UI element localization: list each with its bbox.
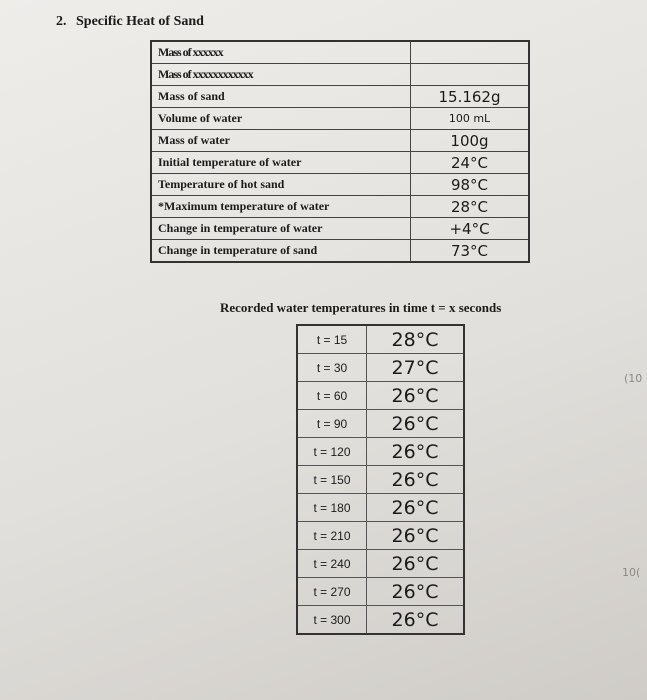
row-label-crossed-2: Mass of xxxxxxxxxxxx xyxy=(151,64,411,86)
value-initial-temp: 24°C xyxy=(411,152,530,174)
recorded-temperature: 26°C xyxy=(367,578,465,606)
row-value-2 xyxy=(411,64,530,86)
time-label: t = 60 xyxy=(297,382,367,410)
table-row xyxy=(297,354,464,382)
row-label-volume-of-water: Volume of water xyxy=(151,108,411,130)
table-row xyxy=(151,108,529,130)
table-row xyxy=(151,41,529,64)
time-label: t = 240 xyxy=(297,550,367,578)
time-label: t = 30 xyxy=(297,354,367,382)
table-row xyxy=(297,522,464,550)
section-number: 2. xyxy=(56,14,67,29)
temperature-table-caption: Recorded water temperatures in time t = x seconds xyxy=(220,300,502,315)
time-label: t = 300 xyxy=(297,606,367,635)
table-row xyxy=(297,438,464,466)
table-row xyxy=(151,174,529,196)
recorded-temperature: 26°C xyxy=(367,550,465,578)
row-label-change-water-temp: Change in temperature of water xyxy=(151,218,411,240)
table-row xyxy=(297,578,464,606)
table-row xyxy=(297,382,464,410)
row-label-mass-of-sand: Mass of sand xyxy=(151,86,411,108)
value-mass-of-water: 100g xyxy=(411,130,530,152)
table-row xyxy=(151,86,529,108)
margin-note-1: (10 xyxy=(624,372,643,385)
row-label-hot-sand-temp: Temperature of hot sand xyxy=(151,174,411,196)
value-change-water-temp: +4°C xyxy=(411,218,530,240)
time-label: t = 180 xyxy=(297,494,367,522)
recorded-temperature: 26°C xyxy=(367,494,465,522)
table-row xyxy=(151,130,529,152)
section-heading xyxy=(56,14,204,30)
recorded-temperature: 26°C xyxy=(367,410,465,438)
table-row xyxy=(297,494,464,522)
value-hot-sand-temp: 98°C xyxy=(411,174,530,196)
recorded-temperature: 26°C xyxy=(367,466,465,494)
table-row xyxy=(297,325,464,354)
row-label-initial-temp: Initial temperature of water xyxy=(151,152,411,174)
table-row xyxy=(151,240,529,263)
table-row xyxy=(151,152,529,174)
table-row xyxy=(297,606,464,635)
time-label: t = 270 xyxy=(297,578,367,606)
section-title: Specific Heat of Sand xyxy=(76,14,204,29)
row-label-change-sand-temp: Change in temperature of sand xyxy=(151,240,411,263)
row-label-max-water-temp: *Maximum temperature of water xyxy=(151,196,411,218)
value-mass-of-sand: 15.162g xyxy=(411,86,530,108)
recorded-temperature: 26°C xyxy=(367,522,465,550)
recorded-temperature: 26°C xyxy=(367,382,465,410)
recorded-temperature: 27°C xyxy=(367,354,465,382)
value-change-sand-temp: 73°C xyxy=(411,240,530,263)
table-row xyxy=(297,550,464,578)
value-max-water-temp: 28°C xyxy=(411,196,530,218)
table-row xyxy=(297,410,464,438)
recorded-temperature: 26°C xyxy=(367,438,465,466)
temperature-time-table xyxy=(296,324,465,635)
row-label-crossed-1: Mass of xxxxxx xyxy=(151,41,411,64)
temperature-rows xyxy=(297,325,464,634)
recorded-temperature: 26°C xyxy=(367,606,465,635)
measurements-table xyxy=(150,40,530,263)
recorded-temperature: 28°C xyxy=(367,325,465,354)
table-row xyxy=(151,196,529,218)
row-value-1 xyxy=(411,41,530,64)
time-label: t = 90 xyxy=(297,410,367,438)
time-label: t = 210 xyxy=(297,522,367,550)
margin-note-2: 10( xyxy=(622,566,641,579)
value-volume-of-water: 100 mL xyxy=(411,108,530,130)
time-label: t = 15 xyxy=(297,325,367,354)
time-label: t = 120 xyxy=(297,438,367,466)
table-row xyxy=(151,218,529,240)
row-label-mass-of-water: Mass of water xyxy=(151,130,411,152)
time-label: t = 150 xyxy=(297,466,367,494)
table-row xyxy=(151,64,529,86)
table-row xyxy=(297,466,464,494)
